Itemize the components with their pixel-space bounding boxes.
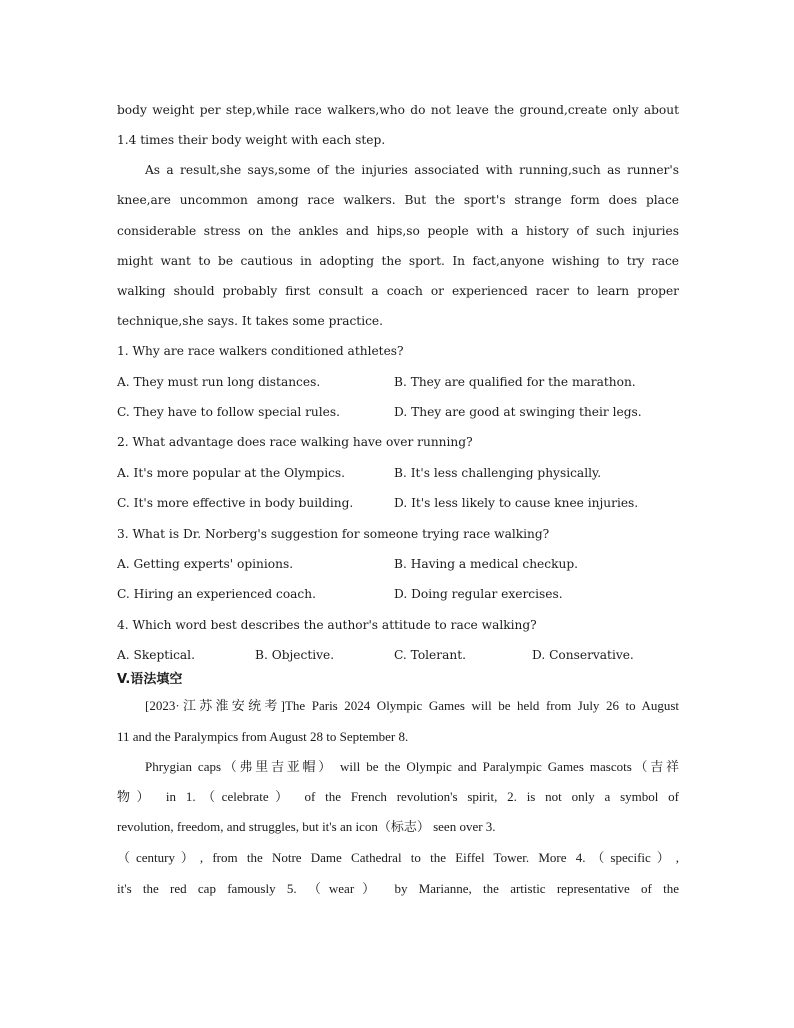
- question-stem: 2. What advantage does race walking have over running?: [117, 435, 473, 449]
- option-c: C. They have to follow special rules.: [117, 405, 341, 419]
- option-b: B. Objective.: [255, 648, 335, 662]
- section-heading: V.语法填空: [117, 672, 183, 687]
- option-a: A. They must run long distances.: [117, 375, 321, 389]
- cloze-line: 11 and the Paralympics from August 28 to September 8.: [117, 729, 409, 744]
- option-c: C. Tolerant.: [394, 648, 466, 662]
- option-c: C. It's more effective in body building.: [117, 496, 354, 510]
- option-a: A. Getting experts' opinions.: [117, 557, 294, 571]
- option-d: D. They are good at swinging their legs.: [394, 405, 642, 419]
- cloze-line: Phrygian caps（弗里吉亚帽） will be the Olympic and Paralympic Games mascots（吉祥: [145, 759, 679, 774]
- option-d: D. Doing regular exercises.: [394, 587, 563, 601]
- option-c: C. Hiring an experienced coach.: [117, 587, 316, 601]
- cloze-line: 物） in 1.（celebrate） of the French revolution's spirit, 2. is not only a symbol of: [117, 789, 679, 804]
- cloze-line: revolution, freedom, and struggles, but it's an icon（标志） seen over 3.: [117, 819, 496, 834]
- passage-line: technique,she says. It takes some practice.: [117, 314, 384, 328]
- passage-paragraph-start: As a result,she says,some of the injuries associated with running,such as runner's: [145, 163, 679, 177]
- option-a: A. Skeptical.: [117, 648, 195, 662]
- cloze-line: it's the red cap famously 5. （wear） by Marianne, the artistic representative of the: [117, 881, 679, 896]
- passage-line: considerable stress on the ankles and hips,so people with a history of such injuries: [117, 224, 679, 238]
- option-d: D. Conservative.: [532, 648, 634, 662]
- passage-line: might want to be cautious in adopting the sport. In fact,anyone wishing to try race: [117, 254, 679, 268]
- option-a: A. It's more popular at the Olympics.: [117, 466, 346, 480]
- cloze-line: [2023·江苏淮安统考]The Paris 2024 Olympic Games will be held from July 26 to August: [145, 698, 679, 713]
- passage-line: body weight per step,while race walkers,who do not leave the ground,create only about: [117, 103, 679, 117]
- passage-line: 1.4 times their body weight with each step.: [117, 133, 386, 147]
- option-d: D. It's less likely to cause knee injuries.: [394, 496, 639, 510]
- question-stem: 3. What is Dr. Norberg's suggestion for someone trying race walking?: [117, 527, 550, 541]
- option-b: B. They are qualified for the marathon.: [394, 375, 636, 389]
- passage-line: walking should probably first consult a coach or experienced racer to learn proper: [117, 284, 679, 298]
- option-b: B. Having a medical checkup.: [394, 557, 579, 571]
- option-b: B. It's less challenging physically.: [394, 466, 602, 480]
- question-stem: 1. Why are race walkers conditioned athletes?: [117, 344, 404, 358]
- question-stem: 4. Which word best describes the author's attitude to race walking?: [117, 618, 537, 632]
- passage-line: knee,are uncommon among race walkers. But the sport's strange form does place: [117, 193, 679, 207]
- cloze-line: （century）, from the Notre Dame Cathedral to the Eiffel Tower. More 4.（specific）,: [117, 850, 679, 865]
